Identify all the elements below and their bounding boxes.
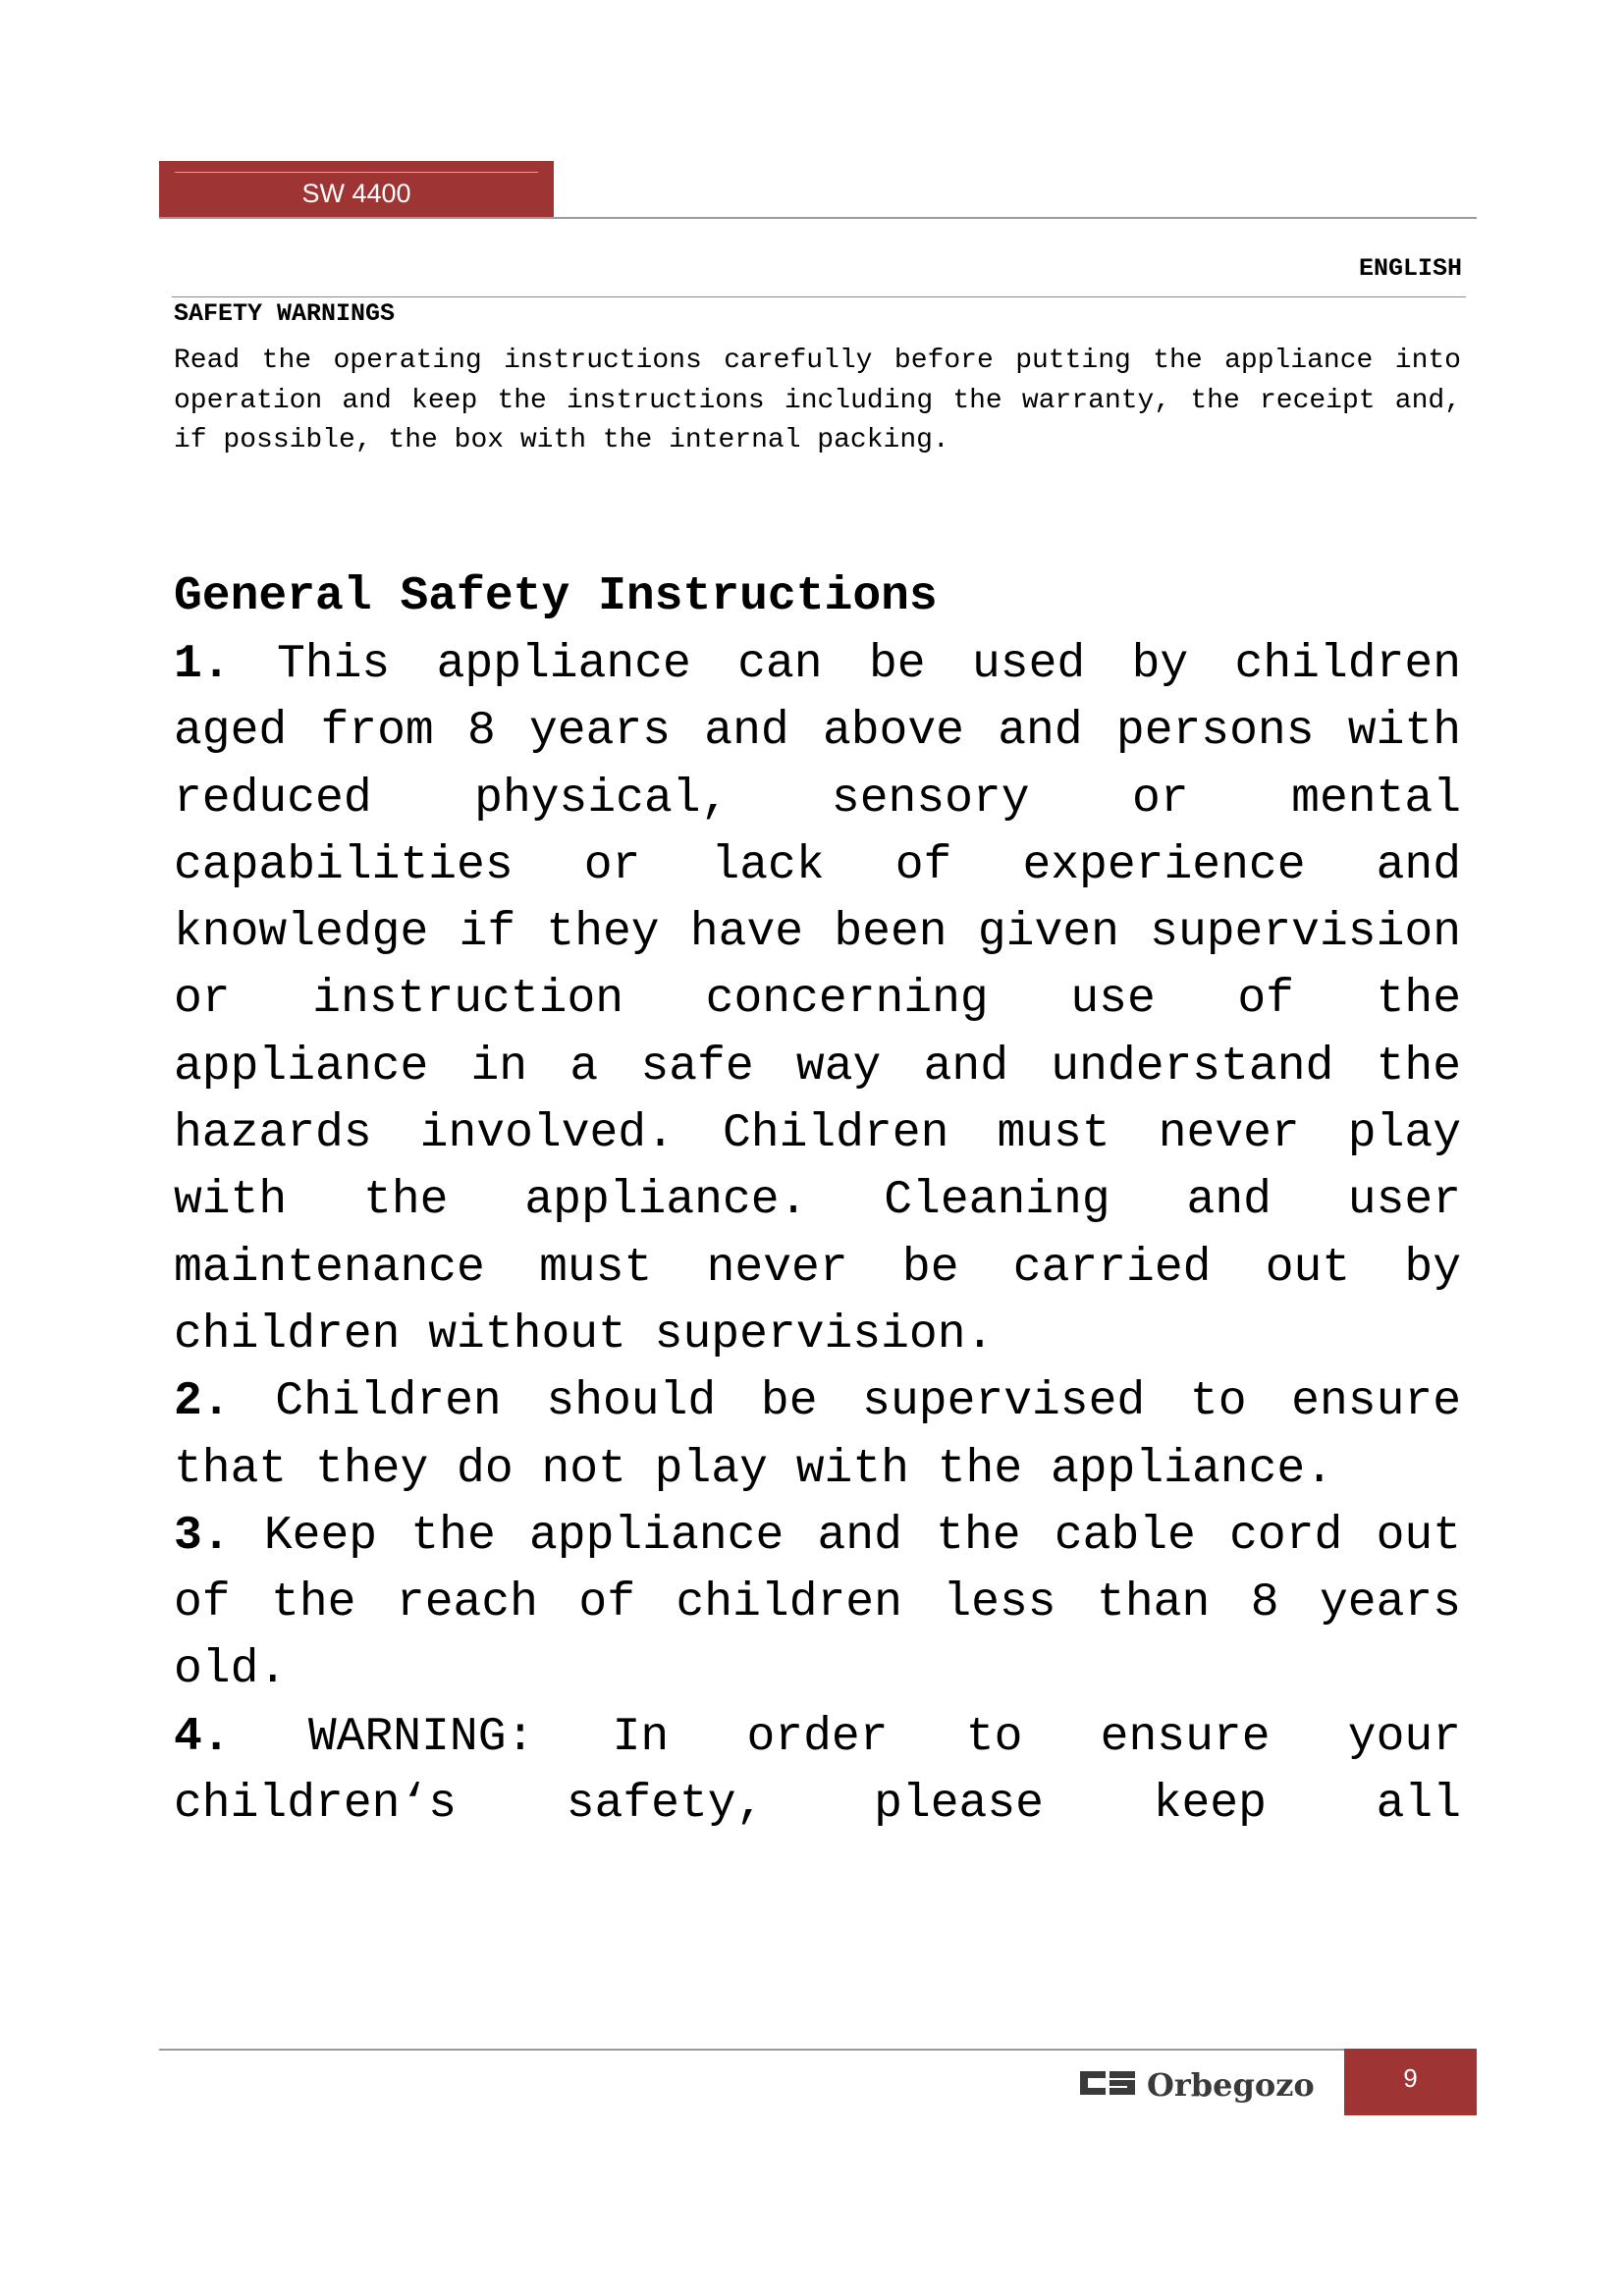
intro-paragraph: Read the operating instructions carefully before putting the appliance into operation and keep the instructions including the warranty, the receipt and, if possible, the box with the internal packing. [174, 346, 1461, 455]
page-number-box [1344, 2049, 1477, 2115]
model-tab [159, 161, 554, 218]
general-title: General Safety Instructions [174, 570, 938, 623]
language-divider [172, 296, 1466, 297]
instruction-item [174, 1503, 1461, 1704]
section-title: SAFETY WARNINGS [174, 299, 396, 328]
footer-divider [159, 2049, 1477, 2051]
item-number: 3. [174, 1509, 231, 1563]
language-label: ENGLISH [1358, 254, 1462, 283]
item-number: 1. [174, 638, 231, 691]
item-text: Children should be supervised to ensure that they do not play with the appliance. [174, 1375, 1461, 1496]
item-text: WARNING: In order to ensure your children‘s safety, please keep all [174, 1710, 1461, 1832]
item-number: 4. [174, 1710, 231, 1764]
instruction-item [174, 1704, 1461, 1839]
model-label: SW 4400 [301, 179, 411, 208]
brand-name: Orbegozo [1147, 2066, 1315, 2104]
item-text: This appliance can be used by children aged from 8 years and above and persons with reduced physical, sensory or mental capabilities or lack of experience and knowledge if they have been given supervision or instruction concerning use of the appliance in a safe way and understand the hazards involved. Children must never play with the appliance. Cleaning and user maintenance must never be carried out by children without supervision. [174, 638, 1461, 1362]
orbegozo-logo-icon [1078, 2061, 1329, 2105]
tab-inner-line [175, 172, 538, 173]
instruction-item [174, 1368, 1461, 1503]
item-number: 2. [174, 1375, 231, 1429]
instruction-item [174, 631, 1461, 1368]
item-text: Keep the appliance and the cable cord out of the reach of children less than 8 years old. [174, 1509, 1461, 1697]
header-divider [159, 217, 1477, 219]
brand-logo [1078, 2061, 1329, 2105]
page-number: 9 [1403, 2063, 1418, 2093]
instructions-list [174, 631, 1461, 1838]
